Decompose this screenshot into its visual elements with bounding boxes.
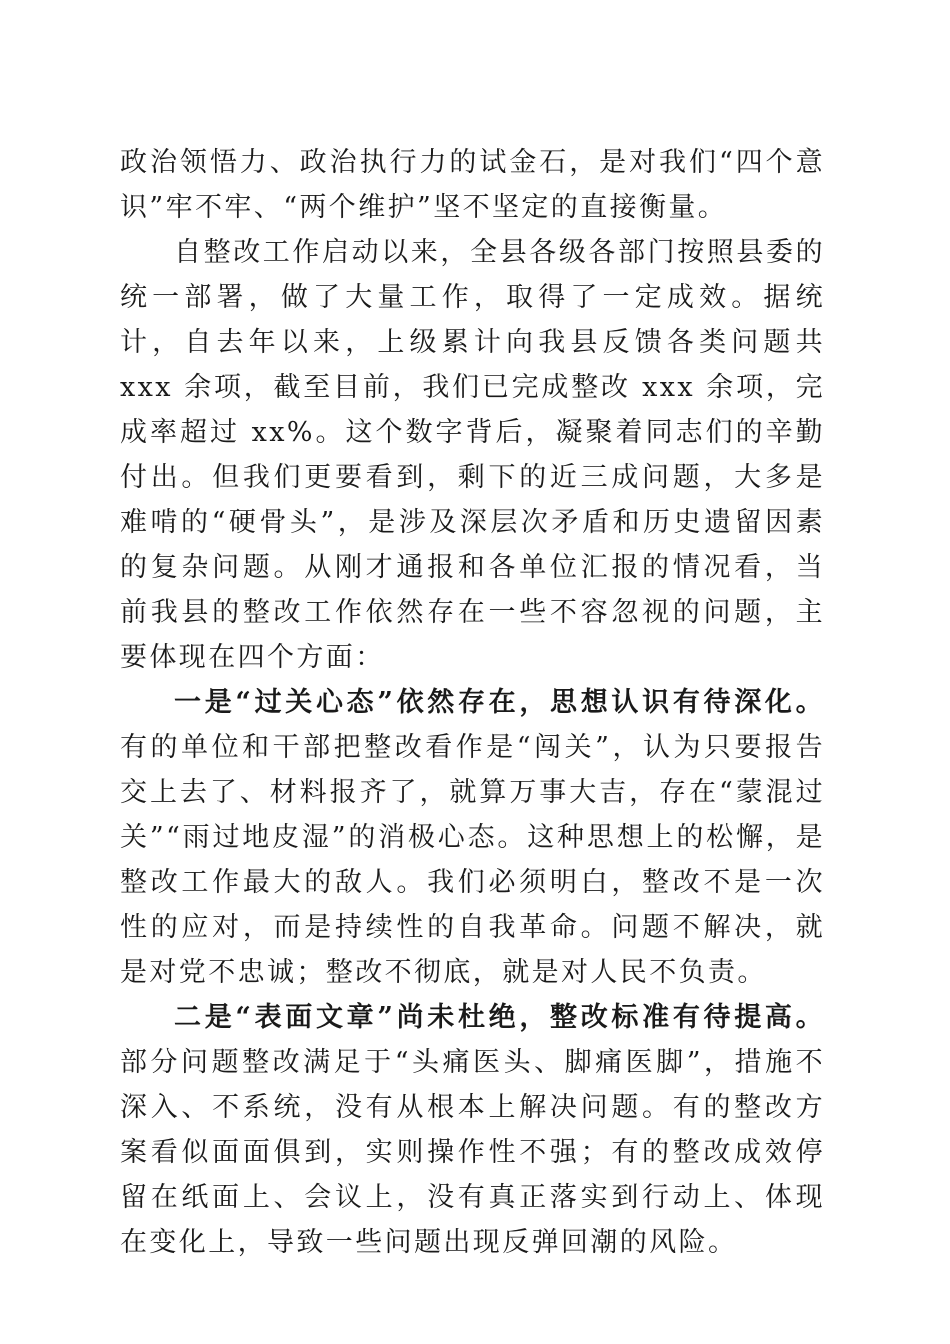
paragraph-lead: 二是“表面文章”尚未杜绝，整改标准有待提高。 <box>174 1002 825 1033</box>
paragraph-lead: 一是“过关心态”依然存在，思想认识有待深化。 <box>174 687 825 718</box>
paragraph-point-two <box>120 995 825 1265</box>
paragraph-text: 有的单位和干部把整改看作是“闯关”，认为只要报告交上去了、材料报齐了，就算万事大吉，存在“蒙混过关”“雨过地皮湿”的消极心态。这种思想上的松懈，是整改工作最大的敌人。我们必须明白，整改不是一次性的应对，而是持续性的自我革命。问题不解决，就是对党不忠诚；整改不彻底，就是对人民不负责。 <box>120 732 825 988</box>
paragraph-rectification-progress <box>120 230 825 680</box>
paragraph-continuation <box>120 140 825 230</box>
paragraph-text: 部分问题整改满足于“头痛医头、脚痛医脚”，措施不深入、不系统，没有从根本上解决问题。有的整改方案看似面面俱到，实则操作性不强；有的整改成效停留在纸面上、会议上，没有真正落实到行动上、体现在变化上，导致一些问题出现反弹回潮的风险。 <box>120 1047 825 1258</box>
document-body <box>120 140 825 1265</box>
paragraph-text: 政治领悟力、政治执行力的试金石，是对我们“四个意识”牢不牢、“两个维护”坚不坚定的直接衡量。 <box>120 147 825 223</box>
paragraph-text: 自整改工作启动以来，全县各级各部门按照县委的统一部署，做了大量工作，取得了一定成效。据统计，自去年以来，上级累计向我县反馈各类问题共 xxx 余项，截至目前，我们已完成整改 xxx 余项，完成率超过 xx%。这个数字背后，凝聚着同志们的辛勤付出。但我们更要看到，剩下的近三成问题，大多是难啃的“硬骨头”，是涉及深层次矛盾和历史遗留因素的复杂问题。从刚才通报和各单位汇报的情况看，当前我县的整改工作依然存在一些不容忽视的问题，主要体现在四个方面： <box>120 237 825 673</box>
paragraph-point-one <box>120 680 825 995</box>
